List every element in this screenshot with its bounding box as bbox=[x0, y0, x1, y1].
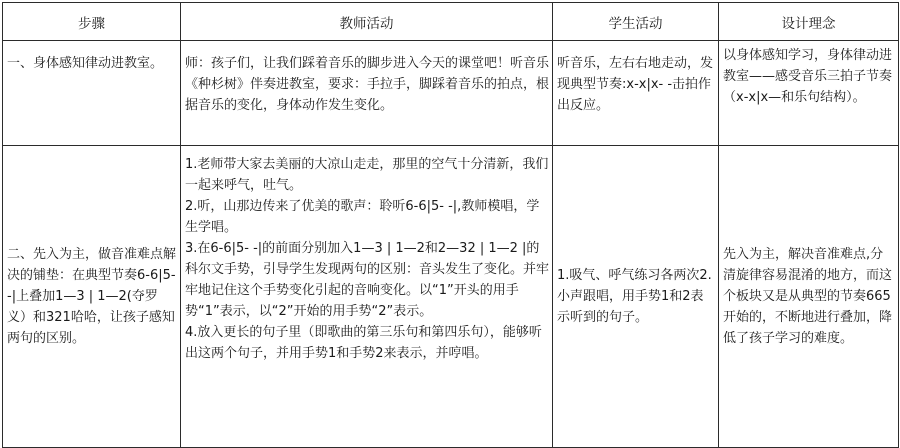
row2-teacher bbox=[181, 146, 552, 366]
row1-step: 一、身体感知律动进教室。 bbox=[7, 56, 164, 71]
table-row bbox=[3, 41, 899, 146]
table-row bbox=[3, 146, 899, 448]
row1-student-cell bbox=[553, 41, 719, 146]
header-teacher-activity: 教师活动 bbox=[181, 3, 553, 41]
row1-concept: 以身体感知学习，身体律动进教室——感受音乐三拍子节奏（x-x|x—和乐句结构）。 bbox=[723, 48, 893, 105]
teacher-item-3: 3.在6-6|5- -|的前面分别加入1—3 | 1—2和2—32 | 1—2 |的科尔文手势，引导学生发现两句的区别：音头发生了变化。并牢牢地记住这个手势变化引起的音响变化。以“1”开头的用手势“1”表示，以“2”开始的用手势“2”表示。 bbox=[185, 241, 550, 319]
row2-step: 二、先入为主，做音准难点解决的铺垫：在典型节奏6-6|5- -|上叠加1—3 | 1—2(夺罗义）和321哈哈，让孩子感知两句的区别。 bbox=[7, 247, 177, 346]
header-steps: 步骤 bbox=[3, 3, 181, 41]
header-design-concept: 设计理念 bbox=[719, 3, 899, 41]
row2-concept: 先入为主，解决音准难点,分清旋律容易混淆的地方，而这个板块又是从典型的节奏665开始的，不断地进行叠加，降低了孩子学习的难度。 bbox=[723, 247, 893, 346]
teacher-item-4: 4.放入更长的句子里（即歌曲的第三乐句和第四乐句），能够听出这两个句子，并用手势1和手势2来表示，并哼唱。 bbox=[185, 325, 542, 361]
row1-concept-cell bbox=[719, 41, 899, 146]
row1-teacher: 师：孩子们，让我们踩着音乐的脚步进入今天的课堂吧！听音乐《种杉树》伴奏进教室，要求：手拉手，脚踩着音乐的拍点，根据音乐的变化，身体动作发生变化。 bbox=[185, 56, 550, 113]
header-row bbox=[3, 3, 899, 41]
row2-step-cell bbox=[3, 146, 181, 448]
row2-student: 1.吸气、呼气练习各两次2.小声跟唱，用手势1和2表示听到的句子。 bbox=[557, 268, 712, 325]
row2-teacher-cell bbox=[181, 146, 553, 448]
row2-student-cell bbox=[553, 146, 719, 448]
teacher-item-2: 2.听，山那边传来了优美的歌声：聆听6-6|5- -|,教师模唱，学生学唱。 bbox=[185, 199, 540, 235]
row2-concept-cell bbox=[719, 146, 899, 448]
teacher-item-1: 1.老师带大家去美丽的大凉山走走，那里的空气十分清新，我们一起来呼气，吐气。 bbox=[185, 157, 549, 193]
lesson-plan-table bbox=[2, 2, 899, 448]
row1-teacher-cell bbox=[181, 41, 553, 146]
row1-student: 听音乐，左右右地走动，发现典型节奏:x-x|x- -击拍作出反应。 bbox=[557, 56, 714, 113]
header-student-activity: 学生活动 bbox=[553, 3, 719, 41]
row1-step-cell bbox=[3, 41, 181, 146]
